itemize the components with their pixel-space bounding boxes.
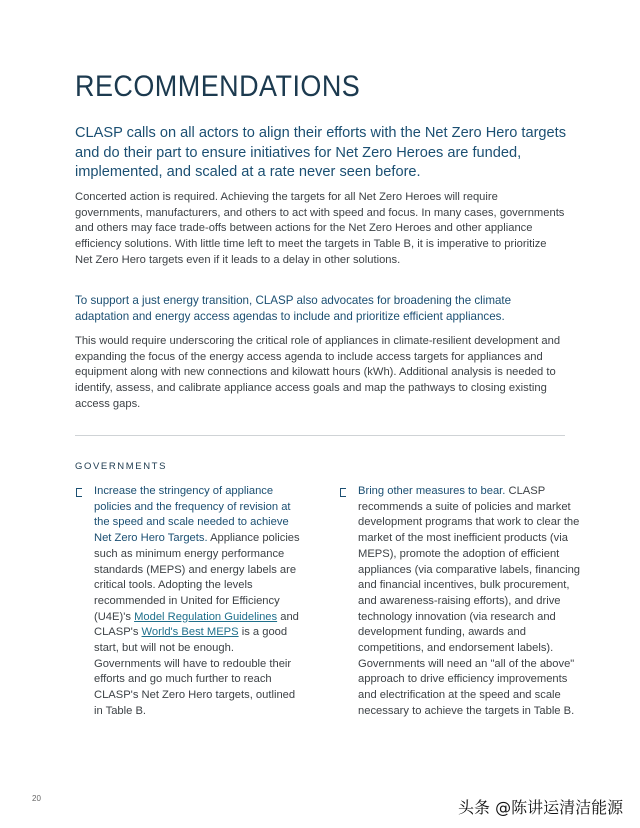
recommendation-left-text2: and CLASP's — [94, 610, 299, 639]
recommendation-right-text: CLASP recommends a suite of policies and market development programs that work to clear the market of the most inefficient products (via MEPS), promote the adoption of efficient appliances (via comparative labels, financing and financial incentives, bulk procurement, and awareness-raising efforts), and drive technology innovation (via research and development funding, awards and competitions, and endorsement labels). Governments will need an "all of the above" approach to drive efficiency improvements and electrification at the speed and scale necessary to achieve the targets in Table B. — [358, 485, 581, 717]
recommendation-right-lead: Bring other measures to bear. — [358, 485, 506, 497]
page-number: 20 — [32, 794, 41, 803]
lead-statement: CLASP calls on all actors to align their efforts with the Net Zero Hero targets and do their part to ensure initiatives for Net Zero Heroes are funded, implemented, and scaled at a rate never seen before. — [75, 125, 567, 180]
highlight-statement: To support a just energy transition, CLASP also advocates for broadening the climate adaptation and energy access agendas to include and prioritize efficient appliances. — [75, 294, 512, 323]
recommendation-left-lead: Increase the stringency of appliance policies and the frequency of revision at the speed and scale needed to achieve Net Zero Hero Targets. — [94, 485, 291, 545]
body-paragraph-1: Concerted action is required. Achieving the targets for all Net Zero Heroes will require governments, manufacturers, and others to act with speed and focus. In many cases, governments and others may face trade-offs between actions for the Net Zero Heroes and other appliance efficiency solutions. With little time left to meet the targets in Table B, it is imperative to prioritize Net Zero Hero targets even if it leads to a delay in other solutions. — [75, 191, 565, 266]
recommendation-left-text3: is a good start, but will not be enough. Governments will have to redouble their efforts and go much further to reach CLASP's Net Zero Hero targets, outlined in Table B. — [94, 626, 296, 717]
page-title: RECOMMENDATIONS — [75, 70, 361, 103]
recommendation-left — [94, 484, 304, 720]
bracket-bullet-icon — [76, 488, 82, 497]
worlds-best-meps-link[interactable]: World's Best MEPS — [141, 626, 239, 639]
watermark: 头条 @陈讲运清洁能源 — [458, 798, 624, 817]
bracket-bullet-icon — [340, 488, 346, 497]
section-label-governments: GOVERNMENTS — [75, 461, 168, 472]
recommendation-left-text1: Appliance policies such as minimum energy performance standards (MEPS) and energy labels are critical tools. Adopting the levels recommended in United for Efficiency (U4E)'s — [94, 532, 300, 623]
body-paragraph-2: This would require underscoring the critical role of appliances in climate-resilient development and expanding the focus of the energy access agenda to include access targets for appliances and equipment along with new connections and kilowatt hours (kWh). Additional analysis is needed to identify, assess, and calibrate appliance access goals and map the pathways to closing existing access gaps. — [75, 335, 561, 410]
model-regulation-guidelines-link[interactable]: Model Regulation Guidelines — [134, 610, 278, 623]
recommendation-right — [358, 484, 580, 720]
section-divider — [75, 435, 565, 436]
